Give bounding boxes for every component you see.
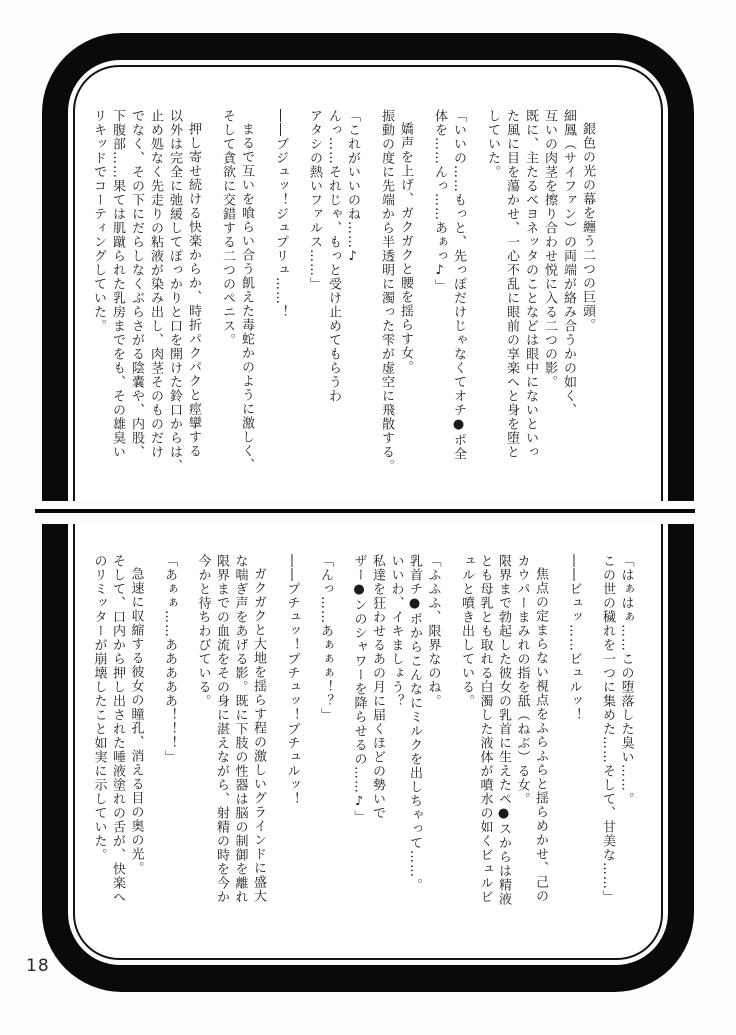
text-column: 銀色の光の幕を纏う二つの巨頭。 — [580, 122, 595, 332]
text-column: リキッドでコーティングしていた。 — [91, 109, 106, 333]
text-column: まるで互いを喰らい合う飢えた毒蛇かのように激しく、 — [239, 122, 254, 472]
text-column: いいわ、イキましょう？ — [388, 554, 404, 708]
text-column: ――ブジュッ！ジュプリュ……！ — [273, 109, 288, 319]
text-column: ュルと噴き出している。 — [459, 554, 474, 708]
text-column: そして貪欲に交錯する二つのペニス。 — [220, 109, 235, 347]
bottom-panel-frame — [42, 524, 694, 992]
text-column: 互いの肉茎を擦り合わせ悦に入る二つの影。 — [542, 109, 557, 389]
paragraph-gap — [178, 554, 193, 942]
paragraph-gap — [290, 109, 305, 485]
text-column: とも母乳とも取れる白濁した液体が噴水の如くビュルビ — [477, 554, 493, 904]
paragraph-gap — [334, 554, 349, 942]
text-column: な喘ぎ声をあげる影。既に下肢の性器は脳の制御を離れ — [232, 554, 248, 904]
bottom-panel-outline — [73, 524, 663, 960]
paragraph-gap — [468, 109, 483, 485]
text-column: 体を……んっ……あぁっ♪」 — [432, 109, 447, 293]
text-column: この世の穢れを一つに集めた……そして、甘美な……」 — [600, 554, 615, 904]
text-column: 「はぁはぁ……この堕落した臭い……。 — [618, 554, 634, 806]
paragraph-gap — [415, 109, 430, 485]
text-column: していた。 — [485, 109, 500, 179]
paragraph-gap — [267, 554, 282, 942]
text-column: ――プチュッ！プチュッ！プチュルッ！ — [284, 554, 300, 806]
text-column: 止め処なく先走りの粘液が染み出し、肉茎そのものだけ — [148, 109, 163, 459]
text-column: 焦点の定まらない視点をふらふらと揺らめかせ、己の — [533, 567, 548, 903]
text-column: んっ……それじゃ、もっと受け止めてもらうわ — [326, 109, 341, 403]
text-column: ――ビュッ……ビュルッ！ — [566, 554, 582, 722]
text-column: た風に目を蕩かせ、一心不乱に眼前の享楽へと身を堕と — [504, 109, 519, 459]
text-column: でなく、その下にだらしなくぶらさがる陰嚢や、内股、 — [129, 109, 144, 459]
paragraph-gap — [301, 554, 316, 942]
text-column: 「これがいいのね……♪ — [345, 109, 360, 265]
text-column: 嬌声を上げ、ガクガクと腰を揺らす女。 — [398, 122, 413, 374]
text-column: 「いいの……もっと、先っぽだけじゃなくてオチ●ポ全 — [451, 109, 466, 461]
text-column: ザー●ンのシャワーを降らせるの……♪」 — [351, 554, 367, 824]
text-column: 「ふふふ、限界なのね。 — [425, 554, 441, 708]
text-column: 今かと待ちわびている。 — [195, 554, 211, 708]
paragraph-gap — [442, 554, 457, 942]
paragraph-gap — [145, 554, 160, 942]
text-column: アタシの熱いファルス……」 — [307, 109, 322, 291]
text-column: カウパーまみれの指を舐（ねぶ）る女。 — [514, 554, 530, 806]
top-panel-frame — [42, 33, 694, 501]
text-column: 押し寄せ続ける快楽からか、時折パクパクと痙攣する — [186, 122, 201, 458]
paragraph-gap — [362, 109, 377, 485]
text-column: 下腹部……果ては肌蹴られた乳房までをも、その雄臭い — [110, 109, 125, 459]
paragraph-gap — [549, 554, 564, 942]
text-column: 乳首チ●ポからこんなにミルクを出しちゃって……。 — [407, 554, 422, 892]
paragraph-gap — [256, 109, 271, 485]
text-column: 急速に収縮する彼女の瞳孔、消える目の奥の光。 — [128, 567, 144, 875]
paragraph-gap — [203, 109, 218, 485]
text-column: ガクガクと大地を揺らす程の激しいグラインドに盛大 — [251, 567, 266, 903]
text-column: 振動の度に先端から半透明に濁った雫が虚空に飛散する。 — [379, 109, 394, 473]
panel-divider-line — [35, 509, 695, 513]
text-column: 私達を狂わせるあの月に届くほどの勢いで — [370, 554, 385, 820]
text-column: のリミッターが崩壊したこと如実に示していた。 — [91, 554, 107, 862]
paragraph-gap — [583, 554, 598, 942]
text-column: 細鳳（サイファン）の両端が絡み合うかの如く、 — [561, 109, 576, 417]
text-column: 既に、主たるベヨネッタのことなどは眼中にないといっ — [523, 109, 538, 459]
page-number: 18 — [26, 956, 50, 976]
text-column: 限界までの血流をその身に湛えながら、射精の時を今か — [214, 554, 229, 904]
bottom-panel-vertical-text — [75, 524, 663, 958]
text-column: 以外は完全に弛緩してぽっかりと口を開けた鈴口からは、 — [167, 109, 182, 473]
top-panel-outline — [73, 65, 663, 501]
top-panel-vertical-text — [75, 67, 631, 501]
text-column: そして、口内から押し出された唾液塗れの舌が、快楽へ — [110, 554, 125, 904]
text-column: 「あぁぁ……あああああ！！！」 — [162, 554, 177, 764]
text-column: 「んっ……あぁぁぁ！？」 — [318, 554, 333, 722]
text-column: 限界まで勃起した彼女の乳首に生えたペ●スからは精液 — [496, 554, 511, 906]
bottom-panel-frame-gap — [68, 524, 668, 965]
top-panel-frame-gap — [68, 60, 668, 501]
